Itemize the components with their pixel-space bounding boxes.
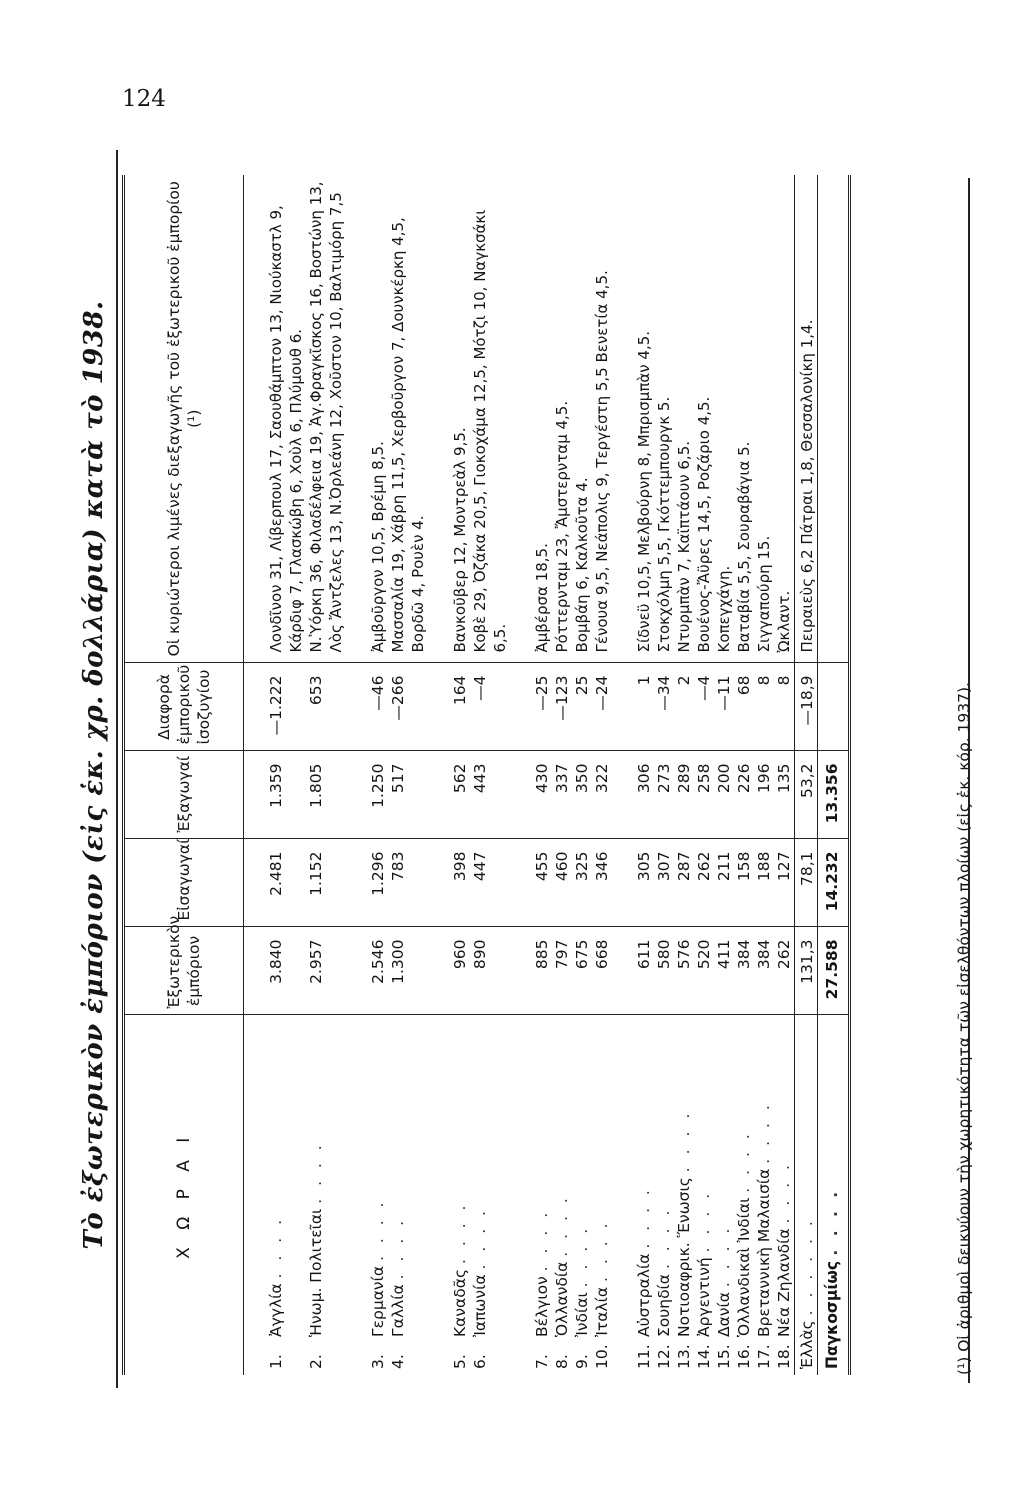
country-cell (754, 1015, 774, 1375)
balance-cell: —18,9 (795, 663, 818, 751)
ports-cell: Ὠκλαντ. (774, 175, 795, 663)
dot-leader: . . . . (593, 1219, 611, 1282)
header-country: Χ Ω Ρ Α Ι (124, 1015, 244, 1375)
dot-leader: . . . . (635, 1186, 653, 1249)
total-cell: 520 (694, 927, 714, 1015)
table-header-row (124, 175, 244, 1375)
country-cell (694, 1015, 714, 1375)
country-cell (510, 1015, 552, 1375)
country-name: Βρεταννικὴ Μαλαισία (755, 1168, 773, 1337)
country-cell (654, 1015, 674, 1375)
imports-cell: 2.481 (244, 839, 307, 927)
exports-cell: 226 (734, 751, 754, 839)
header-ports: Οἱ κυριώτεροι λιμένες διεξαγωγῆς τοῦ ἐξωτερικοῦ ἐμπορίου (¹) (124, 175, 244, 663)
balance-cell: —4 (694, 663, 714, 751)
rotated-table-page (70, 175, 973, 1375)
total-cell: 797 (552, 927, 572, 1015)
dot-leader: . . . . (715, 1224, 733, 1288)
ports-cell: Στοκχόλμη 5,5, Γκόττεμπουργκ 5. (654, 175, 674, 663)
imports-cell: 783 (388, 839, 428, 927)
ports-cell: Ντυρμπὰν 7, Καϊπτάουν 6,5. (674, 175, 694, 663)
trade-table (122, 175, 851, 1375)
balance-cell: 8 (774, 663, 795, 751)
country-name: Ὁλλανδία (553, 1261, 571, 1337)
dot-leader: . . . . (755, 1101, 773, 1164)
row-index: 12. (655, 1344, 673, 1369)
country-name: Ἀργεντινή (695, 1257, 713, 1337)
imports-cell: 287 (674, 839, 694, 927)
total-cell: 580 (654, 927, 674, 1015)
row-index: 16. (735, 1344, 753, 1369)
country-cell (552, 1015, 572, 1375)
balance-cell: 25 (572, 663, 592, 751)
footnote: (¹) Οἱ ἀριθμοὶ δεικνύουν τὴν χωρητικότητα τῶν εἰσελθόντων πλοίων (εἰς ἑκ. κόρ. 1937). (955, 682, 973, 1375)
imports-cell: 14.232 (818, 839, 850, 927)
balance-cell: —46 (346, 663, 388, 751)
table-row (428, 175, 470, 1375)
ports-cell: Βουένος-Ἄϋρες 14,5, Ροζάριο 4,5. (694, 175, 714, 663)
country-name: Νέα Ζηλανδία (775, 1228, 793, 1337)
row-index: 6. (471, 1354, 489, 1369)
country-name: Γερμανία (369, 1265, 387, 1337)
ports-cell (818, 175, 850, 663)
row-index: 17. (755, 1344, 773, 1369)
country-name: Νοτιοαφρικ. Ἕνωσις (675, 1177, 693, 1337)
page-title: Τὸ ἐξωτερικὸν ἐμπόριον (εἰς ἑκ. χρ. δολλάρια) κατὰ τὸ 1938. (79, 300, 109, 1250)
country-cell (428, 1015, 470, 1375)
header-imports: Εἰσαγωγαί (124, 839, 244, 927)
table-row (754, 175, 774, 1375)
total-cell: 384 (734, 927, 754, 1015)
dot-leader: . . . . (823, 1187, 841, 1256)
dot-leader: . . . . (695, 1189, 713, 1253)
country-name: Ἰνδίαι (573, 1292, 591, 1337)
total-cell: 411 (714, 927, 734, 1015)
ports-cell: Βομβάη 6, Καλκοῦτα 4. (572, 175, 592, 663)
exports-cell: 200 (714, 751, 734, 839)
exports-cell: 258 (694, 751, 714, 839)
total-cell: 262 (774, 927, 795, 1015)
dot-leader: . . . . (267, 1215, 285, 1279)
imports-cell: 1.296 (346, 839, 388, 927)
exports-cell: 306 (612, 751, 654, 839)
row-index: 18. (775, 1344, 793, 1369)
total-cell: 1.300 (388, 927, 428, 1015)
exports-cell: 135 (774, 751, 795, 839)
dot-leader: . . . . . . (798, 1217, 816, 1316)
exports-cell: 517 (388, 751, 428, 839)
ports-cell: Γένουα 9,5, Νεάπολις 9, Τεργέστη 5,5 Βενετία 4,5. (592, 175, 612, 663)
ports-cell: Πειραιεὺς 6,2 Πάτραι 1,8, Θεσσαλονίκη 1,4. (795, 175, 818, 663)
balance-cell: 653 (306, 663, 346, 751)
exports-cell: 350 (572, 751, 592, 839)
table-row-world (818, 175, 850, 1375)
balance-cell: 164 (428, 663, 470, 751)
country-cell (734, 1015, 754, 1375)
total-cell: 2.957 (306, 927, 346, 1015)
country-cell (572, 1015, 592, 1375)
table-row (572, 175, 592, 1375)
header-balance: Διαφορὰ ἐμπορικοῦ ἰσοζυγίου (124, 663, 244, 751)
row-index: 1. (267, 1354, 285, 1369)
country-cell (714, 1015, 734, 1375)
table-row (346, 175, 388, 1375)
table-row (388, 175, 428, 1375)
country-cell (388, 1015, 428, 1375)
table-row (654, 175, 674, 1375)
imports-cell: 346 (592, 839, 612, 927)
table-row (244, 175, 307, 1375)
country-name: Ἰταλία (593, 1286, 611, 1337)
table-row (674, 175, 694, 1375)
total-cell: 576 (674, 927, 694, 1015)
ports-cell: Ρόττερνταμ 23, Ἄμστερνταμ 4,5. (552, 175, 572, 663)
page-number: 124 (122, 86, 166, 112)
imports-cell: 398 (428, 839, 470, 927)
row-index: 11. (635, 1344, 653, 1369)
country-cell (795, 1015, 818, 1375)
total-cell: 960 (428, 927, 470, 1015)
row-index: 15. (715, 1344, 733, 1369)
exports-cell: 1.359 (244, 751, 307, 839)
exports-cell: 562 (428, 751, 470, 839)
imports-cell: 325 (572, 839, 592, 927)
dot-leader: . . . . (553, 1194, 571, 1257)
row-index: 8. (553, 1354, 571, 1369)
total-cell: 131,3 (795, 927, 818, 1015)
country-cell (306, 1015, 346, 1375)
table-row (714, 175, 734, 1375)
ports-cell: Σίδνεϋ 10,5, Μελβούρνη 8, Μπρισμπὰν 4,5. (612, 175, 654, 663)
exports-cell: 273 (654, 751, 674, 839)
country-cell (244, 1015, 307, 1375)
exports-cell: 1.805 (306, 751, 346, 839)
exports-cell: 443 (470, 751, 510, 839)
country-name: Ὁλλανδικαὶ Ἰνδίαι (735, 1197, 753, 1337)
ports-cell: Μασσαλία 19, Χάβρη 11,5, Χερβοῦργον 7, Δουνκέρκη 4,5, Βορδῶ 4, Ρουὲν 4. (388, 175, 428, 663)
dot-leader: . . . . (471, 1207, 489, 1270)
total-cell: 885 (510, 927, 552, 1015)
total-cell: 890 (470, 927, 510, 1015)
country-name: Γαλλία (389, 1284, 407, 1337)
total-cell: 384 (754, 927, 774, 1015)
balance-cell: 2 (674, 663, 694, 751)
exports-cell: 430 (510, 751, 552, 839)
country-cell (774, 1015, 795, 1375)
country-name: Δανία (715, 1292, 733, 1337)
country-name: Ἡνωμ. Πολιτεῖαι (307, 1208, 325, 1337)
country-cell (470, 1015, 510, 1375)
balance-cell: —34 (654, 663, 674, 751)
balance-cell: 1 (612, 663, 654, 751)
table-row (592, 175, 612, 1375)
imports-cell: 188 (754, 839, 774, 927)
row-index: 9. (573, 1354, 591, 1369)
balance-cell: —11 (714, 663, 734, 751)
country-cell (592, 1015, 612, 1375)
row-index: 3. (369, 1354, 387, 1369)
header-exports: Ἐξαγωγαί (124, 751, 244, 839)
ports-cell: Ἀμβοῦργον 10,5, Βρέμη 8,5. (346, 175, 388, 663)
imports-cell: 305 (612, 839, 654, 927)
header-foreign-trade: Ἐξωτερικὸν ἐμπόριον (124, 927, 244, 1015)
row-index: 2. (307, 1354, 325, 1369)
imports-cell: 211 (714, 839, 734, 927)
ports-cell: Κοπεγχάγη. (714, 175, 734, 663)
country-cell (346, 1015, 388, 1375)
balance-cell: —1.222 (244, 663, 307, 751)
country-cell (818, 1015, 850, 1375)
table-row (694, 175, 714, 1375)
table-row (510, 175, 552, 1375)
country-name: Παγκοσμίως (823, 1260, 841, 1369)
imports-cell: 127 (774, 839, 795, 927)
balance-cell: —24 (592, 663, 612, 751)
country-name: Σουηδία (655, 1273, 673, 1337)
ports-cell: Ἀμβέρσα 18,5. (510, 175, 552, 663)
ports-cell: Ν.Ὑόρκη 36, Φιλαδέλφεια 19, Ἁγ.Φραγκῖσκος 16, Βοστώνη 13, Λὸς Ἄντζελες 13, Ν.Ὀρλεάνη 12, Χοῦστον 10, Βαλτιμόρη 7,5 (306, 175, 346, 663)
country-cell (674, 1015, 694, 1375)
imports-cell: 455 (510, 839, 552, 927)
dot-leader: . . . . (369, 1198, 387, 1261)
table-row (470, 175, 510, 1375)
total-cell: 611 (612, 927, 654, 1015)
dot-leader: . . . . (775, 1161, 793, 1224)
table-row (552, 175, 572, 1375)
balance-cell: 68 (734, 663, 754, 751)
ports-cell: Σιγγαπούρη 15. (754, 175, 774, 663)
imports-cell: 447 (470, 839, 510, 927)
balance-cell: —123 (552, 663, 572, 751)
imports-cell: 1.152 (306, 839, 346, 927)
dot-leader: . . . . (307, 1141, 325, 1204)
table-body (244, 175, 850, 1375)
imports-cell: 158 (734, 839, 754, 927)
country-name: Ἀγγλία (267, 1283, 285, 1337)
country-name: Ἰαπωνία (471, 1274, 489, 1337)
ports-cell: Κοβὲ 29, Ὀζάκα 20,5, Γιοκοχάμα 12,5, Μότζι 10, Ναγκσάκι 6,5. (470, 175, 510, 663)
total-cell: 675 (572, 927, 592, 1015)
row-index: 13. (675, 1344, 693, 1369)
balance-cell (818, 663, 850, 751)
imports-cell: 307 (654, 839, 674, 927)
country-name: Αὐστραλία (635, 1253, 653, 1337)
balance-cell: 8 (754, 663, 774, 751)
table-row (612, 175, 654, 1375)
ports-cell: Βανκοῦβερ 12, Μοντρεὰλ 9,5. (428, 175, 470, 663)
exports-cell: 53,2 (795, 751, 818, 839)
dot-leader: . . . . (655, 1206, 673, 1270)
total-cell: 27.588 (818, 927, 850, 1015)
exports-cell: 337 (552, 751, 572, 839)
row-index: 5. (451, 1354, 469, 1369)
imports-cell: 78,1 (795, 839, 818, 927)
exports-cell: 322 (592, 751, 612, 839)
dot-leader: . . . . (451, 1201, 469, 1264)
row-index: 10. (593, 1344, 611, 1369)
table-row-greece (795, 175, 818, 1375)
total-cell: 668 (592, 927, 612, 1015)
country-name: Καναδᾶς (451, 1268, 469, 1337)
row-index: 7. (533, 1354, 551, 1369)
country-name: Ἑλλὰς (798, 1320, 816, 1369)
country-cell (612, 1015, 654, 1375)
dot-leader: . . . . (735, 1130, 753, 1193)
balance-cell: —25 (510, 663, 552, 751)
table-row (774, 175, 795, 1375)
dot-leader: . . . . (389, 1216, 407, 1280)
dot-leader: . . . . (675, 1109, 693, 1173)
ports-cell: Βαταβία 5,5, Σουραβάγια 5. (734, 175, 754, 663)
balance-cell: —266 (388, 663, 428, 751)
balance-cell: —4 (470, 663, 510, 751)
imports-cell: 460 (552, 839, 572, 927)
table-row (734, 175, 754, 1375)
row-index: 14. (695, 1344, 713, 1369)
dot-leader: . . . . (573, 1224, 591, 1288)
total-cell: 2.546 (346, 927, 388, 1015)
exports-cell: 1.250 (346, 751, 388, 839)
exports-cell: 289 (674, 751, 694, 839)
table-row (306, 175, 346, 1375)
total-cell: 3.840 (244, 927, 307, 1015)
row-index: 4. (389, 1354, 407, 1369)
country-name: Βέλγιον (533, 1276, 551, 1337)
dot-leader: . . . . (533, 1208, 551, 1272)
ports-cell: Λονδῖνον 31, Λίβερπουλ 17, Σαουθάμπτον 13, Νιούκαστλ 9, Κάρδιφ 7, Γλασκώβη 6, Χοὺλ 6, Πλύμουθ 6. (244, 175, 307, 663)
imports-cell: 262 (694, 839, 714, 927)
exports-cell: 13.356 (818, 751, 850, 839)
exports-cell: 196 (754, 751, 774, 839)
